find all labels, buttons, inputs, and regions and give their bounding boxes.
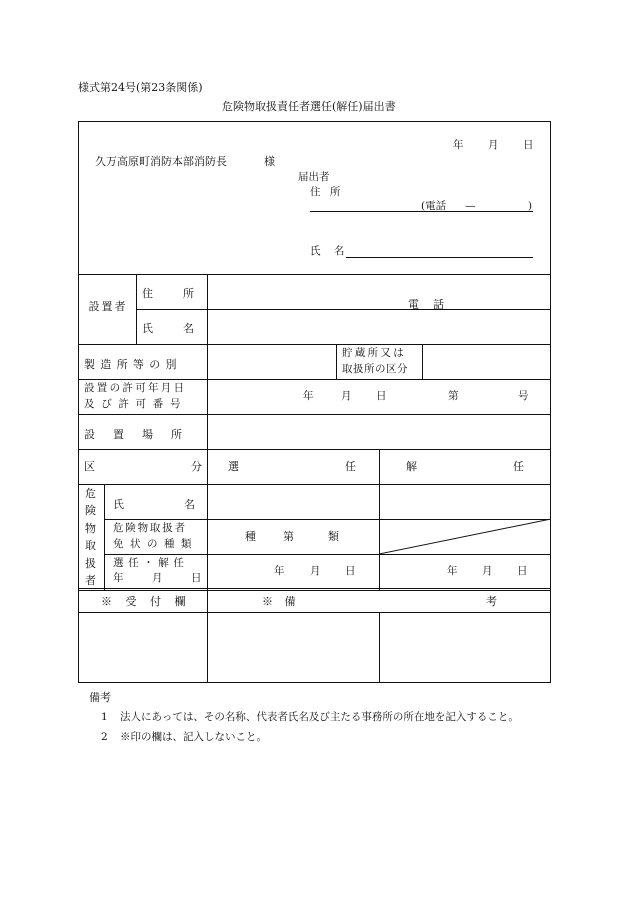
license-label-1: 危険物取扱者 xyxy=(113,522,187,534)
permit-label-1: 設置の許可年月日 xyxy=(84,382,187,394)
installer-address-text: 住所 xyxy=(142,287,224,300)
storage-label-2: 取扱所の区分 xyxy=(342,363,408,375)
header-day: 日 xyxy=(523,139,534,151)
rule-type-v2 xyxy=(422,344,423,379)
appoint-month: 月 xyxy=(310,565,321,577)
rule-permit-bottom xyxy=(78,414,551,415)
rule-installer-bottom xyxy=(78,344,551,345)
header-year: 年 xyxy=(453,139,464,151)
notifier-name-label: 氏 名 xyxy=(310,245,345,257)
date-label-2-month: 月 xyxy=(152,572,163,584)
header-month: 月 xyxy=(488,139,499,151)
appoint-label-end: 任 xyxy=(345,460,356,473)
appoint-year: 年 xyxy=(274,565,285,577)
notifier-address-label: 住 所 xyxy=(310,186,341,198)
division-label-start: 区 xyxy=(84,460,95,473)
license-label-2: 免状の種類 xyxy=(113,538,198,550)
dismiss-label-end: 任 xyxy=(513,460,524,473)
name-line xyxy=(346,257,533,258)
license-diagonal-slash xyxy=(379,519,551,554)
installer-label: 設置者 xyxy=(88,300,128,313)
date-label-2-year: 年 xyxy=(113,572,124,584)
rule-header-bottom xyxy=(78,274,551,275)
appoint-day: 日 xyxy=(345,565,356,577)
phone-label: (電話 xyxy=(421,200,447,212)
dismiss-year: 年 xyxy=(447,565,458,577)
form-number: 様式第24号(第23条関係) xyxy=(78,81,203,94)
rule-handler-v xyxy=(104,484,105,590)
installer-name-text: 氏名 xyxy=(142,322,224,335)
rule-type-v1 xyxy=(336,344,337,379)
rule-bottom-v xyxy=(379,612,380,683)
date-label-1: 選任・解任 xyxy=(113,557,189,569)
appoint-label-start: 選 xyxy=(228,460,239,473)
installer-phone-label: 電話 xyxy=(408,298,458,311)
note-2-number: 2 xyxy=(101,731,108,743)
installer-name-label xyxy=(142,320,224,336)
note-1-text: 法人にあっては、その名称、代表者氏名及び主たる事務所の所在地を記入すること。 xyxy=(120,711,519,723)
recipient: 久万高原町消防本部消防長 xyxy=(95,155,227,168)
handler-vchar-5: 扱 xyxy=(85,557,96,570)
permit-label-2: 及び許可番号 xyxy=(84,398,188,410)
date-label-2-day: 日 xyxy=(191,572,202,584)
notes-heading: 備考 xyxy=(89,691,111,704)
handler-vchar-2: 険 xyxy=(85,504,96,517)
rule-bottom-header xyxy=(78,612,551,613)
handler-vchar-3: 物 xyxy=(85,522,96,535)
storage-label-1: 貯蔵所又は xyxy=(342,347,406,359)
permit-month: 月 xyxy=(341,390,352,402)
rule-division-bottom xyxy=(78,484,551,485)
division-label-end: 分 xyxy=(191,460,202,473)
remarks-label-start: ※ 備 xyxy=(262,595,296,608)
form-title: 危険物取扱責任者選任(解任)届出書 xyxy=(222,100,396,113)
handler-vchar-1: 危 xyxy=(85,487,96,500)
phone-close: ) xyxy=(528,200,533,212)
remarks-label-end: 考 xyxy=(486,595,497,608)
handler-vchar-4: 取 xyxy=(85,539,96,552)
license-kind-3: 類 xyxy=(328,530,339,543)
installer-address-label xyxy=(142,285,224,301)
dismiss-day: 日 xyxy=(517,565,528,577)
facility-type-label: 製造所等の別 xyxy=(84,358,182,371)
rule-type-bottom xyxy=(78,379,551,380)
handler-name-text: 氏名 xyxy=(113,498,255,511)
permit-no-suffix: 号 xyxy=(518,390,529,402)
handler-vchar-6: 者 xyxy=(85,574,96,587)
rule-location-bottom xyxy=(78,449,551,450)
license-kind-2: 第 xyxy=(283,530,294,543)
permit-day: 日 xyxy=(376,390,387,402)
location-label: 設置場所 xyxy=(84,428,200,441)
reception-label: ※ 受 付 欄 xyxy=(101,595,188,608)
handler-name-label xyxy=(113,496,255,512)
license-kind-1: 種 xyxy=(245,530,256,543)
permit-no-prefix: 第 xyxy=(448,390,459,402)
rule-installer-mid xyxy=(136,309,551,310)
permit-year: 年 xyxy=(303,390,314,402)
rule-license-bottom xyxy=(104,554,551,555)
rule-handler-bottom-1 xyxy=(78,588,551,589)
dismiss-month: 月 xyxy=(482,565,493,577)
notifier-label: 届出者 xyxy=(298,171,330,183)
rule-handler-bottom-2 xyxy=(78,590,551,591)
rule-installer-v xyxy=(136,274,137,344)
phone-dash: — xyxy=(465,200,476,212)
dismiss-label-start: 解 xyxy=(406,460,417,473)
recipient-suffix: 様 xyxy=(264,155,275,168)
note-2-text: ※印の欄は、記入しないこと。 xyxy=(120,731,267,743)
note-1-number: 1 xyxy=(101,711,108,723)
